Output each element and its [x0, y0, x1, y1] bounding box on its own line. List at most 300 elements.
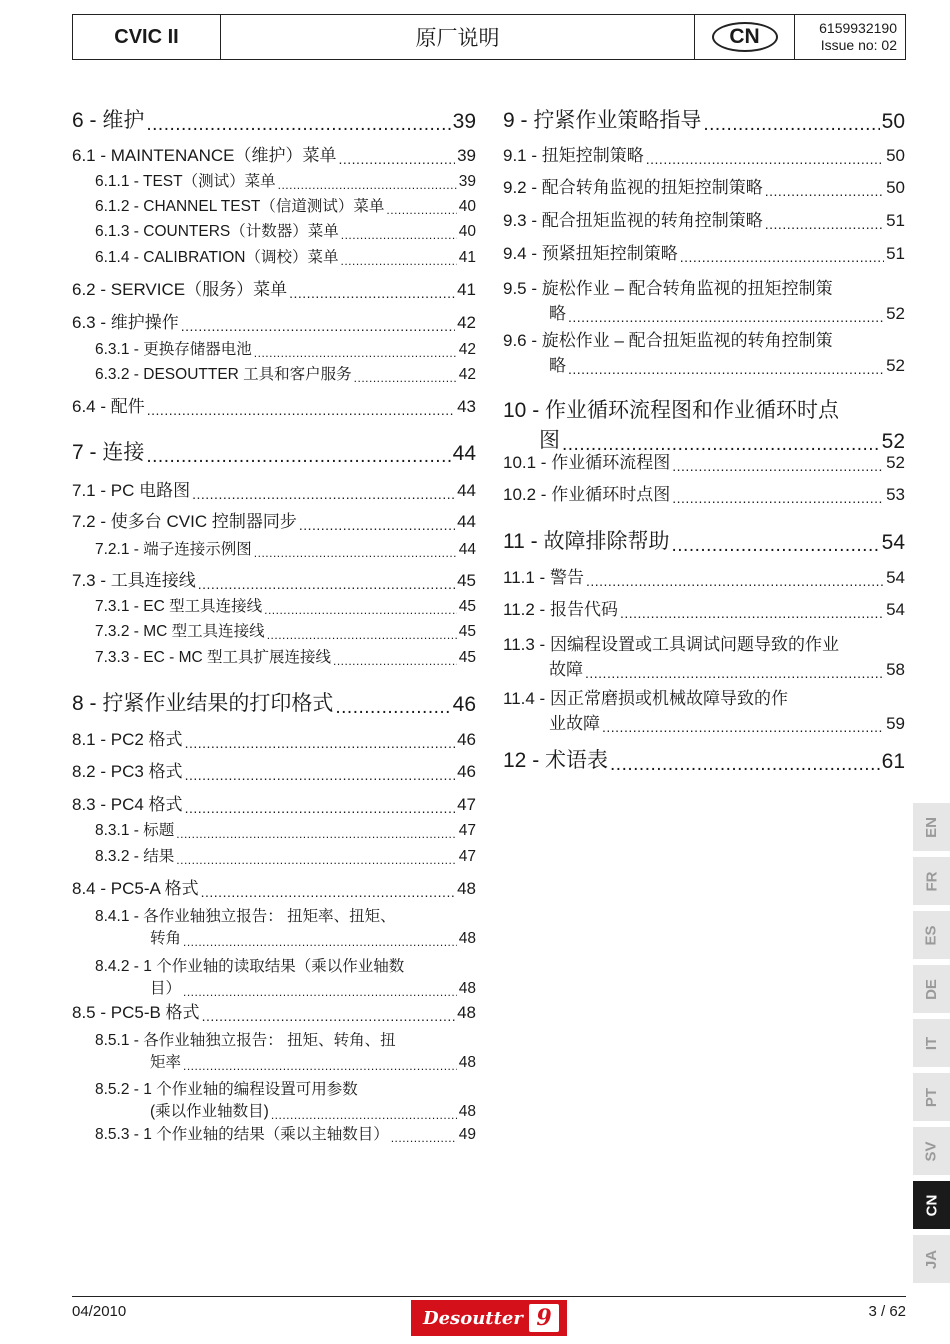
dot-leader	[568, 362, 884, 376]
dot-leader	[147, 403, 455, 417]
toc-entry-page: 50	[881, 110, 905, 133]
desoutter-logo	[411, 1300, 567, 1336]
toc-entry-number: 9.1 -	[503, 146, 538, 165]
toc-entry-text: CHANNEL TEST（信道测试）菜单	[143, 198, 385, 215]
toc-entry-page: 46	[457, 762, 476, 781]
toc-entry[interactable]	[503, 144, 905, 166]
toc-entry-text: 使多台 CVIC 控制器同步	[110, 512, 297, 531]
toc-entry-page: 41	[457, 280, 476, 299]
dot-leader	[671, 536, 879, 555]
dot-leader	[192, 487, 455, 501]
toc-entry[interactable]	[72, 479, 476, 501]
toc-entry-title	[72, 476, 190, 501]
toc-entry[interactable]	[72, 569, 476, 591]
toc-entry-number: 8.3.2 -	[95, 848, 139, 865]
toc-entry-title	[95, 954, 476, 976]
toc-entry-title	[503, 239, 678, 264]
toc-entry-page: 53	[886, 485, 905, 504]
language-tab-label: ES	[922, 924, 940, 946]
toc-entry-page: 50	[886, 178, 905, 197]
toc-entry-text: 1 个作业轴的编程设置可用参数	[143, 1081, 358, 1098]
language-tab-label: DE	[923, 978, 940, 1000]
toc-entry-continuation	[503, 655, 905, 680]
dot-leader	[176, 854, 456, 866]
toc-entry-page: 44	[457, 481, 476, 500]
toc-entry-title	[72, 308, 179, 333]
issue-number: Issue no: 02	[820, 37, 897, 53]
toc-entry[interactable]	[95, 621, 476, 641]
toc-entry[interactable]	[503, 326, 905, 376]
toc-entry-text: 标题	[143, 822, 175, 839]
toc-entry-text: DESOUTTER 工具和客户服务	[143, 366, 352, 383]
toc-entry-title	[95, 362, 352, 384]
toc-entry[interactable]	[72, 440, 476, 466]
toc-entry-continuation	[95, 1099, 476, 1121]
dot-leader	[765, 217, 884, 231]
toc-entry-title	[95, 1028, 476, 1050]
dot-leader	[335, 698, 450, 717]
toc-entry-text: 更换存储器电池	[143, 341, 252, 358]
document-id	[795, 15, 905, 59]
toc-entry-number: 6 -	[72, 109, 97, 132]
toc-entry-number: 6.1.4 -	[95, 249, 139, 266]
toc-entry-title	[503, 104, 701, 134]
toc-entry-text: 旋松作业 – 配合扭矩监视的转角控制策	[541, 331, 833, 350]
toc-entry-text-continued: 目）	[150, 980, 182, 997]
toc-entry-page: 46	[452, 693, 476, 716]
toc-entry[interactable]	[95, 364, 476, 384]
toc-entry[interactable]	[72, 108, 476, 134]
dot-leader	[181, 319, 455, 333]
toc-entry-text: CALIBRATION（调校）菜单	[143, 249, 339, 266]
toc-entry-title	[95, 645, 331, 667]
dot-leader	[339, 152, 456, 166]
toc-entry-text: EC - MC 型工具扩展连接线	[143, 649, 331, 666]
dot-leader	[354, 372, 457, 384]
toc-entry-text-continued: 矩率	[150, 1054, 182, 1071]
toc-entry-title	[95, 169, 276, 191]
toc-entry-text: PC 电路图	[110, 481, 191, 500]
language-oval: CN	[712, 22, 778, 52]
toc-entry-text: 因正常磨损或机械故障导致的作	[549, 689, 788, 708]
toc-entry-title	[72, 687, 333, 717]
dot-leader	[267, 629, 457, 641]
toc-entry-continuation	[95, 1050, 476, 1072]
toc-entry-page: 59	[886, 714, 905, 733]
toc-entry-number: 8.4 -	[72, 879, 107, 898]
toc-entry-title	[95, 337, 252, 359]
toc-entry-number: 6.1.3 -	[95, 223, 139, 240]
toc-entry-number: 10.1 -	[503, 453, 547, 472]
toc-entry-title	[503, 630, 905, 655]
toc-entry[interactable]	[72, 728, 476, 750]
toc-entry-page: 48	[458, 1103, 476, 1120]
toc-entry-text: 维护操作	[110, 313, 179, 332]
language-tab-label: PT	[922, 1087, 940, 1107]
toc-entry-text: MAINTENANCE（维护）菜单	[110, 146, 337, 165]
toc-entry-page: 51	[886, 244, 905, 263]
toc-entry-number: 9.6 -	[503, 331, 538, 350]
language-tab-label: FR	[923, 871, 940, 891]
toc-entry-title	[503, 274, 905, 299]
toc-entry[interactable]	[95, 196, 476, 216]
toc-entry[interactable]	[95, 1124, 476, 1144]
toc-entry-number: 9.4 -	[503, 244, 538, 263]
toc-entry-page: 46	[457, 730, 476, 749]
dot-leader	[386, 204, 456, 216]
toc-entry-text: COUNTERS（计数器）菜单	[143, 223, 339, 240]
dot-leader	[198, 577, 455, 591]
toc-entry-title	[95, 619, 265, 641]
toc-entry-page: 39	[457, 146, 476, 165]
toc-entry[interactable]	[503, 630, 905, 680]
toc-entry-text: 旋松作业 – 配合转角监视的扭矩控制策	[541, 279, 833, 298]
toc-entry[interactable]	[95, 596, 476, 616]
toc-entry-number: 11.1 -	[503, 568, 546, 587]
toc-entry-text: 拧紧作业结果的打印格式	[102, 692, 334, 715]
toc-entry-title	[95, 1122, 389, 1144]
toc-entry[interactable]	[503, 176, 905, 198]
toc-entry-number: 7.2.1 -	[95, 541, 139, 558]
toc-entry-title	[72, 725, 183, 750]
toc-entry-number: 11.3 -	[503, 635, 546, 654]
toc-entry-number: 11.2 -	[503, 600, 546, 619]
language-tab-fr[interactable]	[913, 857, 950, 905]
language-tab-cn[interactable]	[913, 1181, 950, 1229]
language-tab-label: EN	[923, 816, 940, 838]
logo-wordmark: Desoutter	[423, 1307, 523, 1329]
toc-entry-title	[72, 392, 145, 417]
toc-entry-text: 扭矩控制策略	[541, 146, 644, 165]
toc-entry-number: 7.3.2 -	[95, 623, 139, 640]
toc-entry-page: 44	[457, 512, 476, 531]
toc-entry-number: 8.1 -	[72, 730, 107, 749]
dot-leader	[765, 184, 884, 198]
toc-entry-number: 10 -	[503, 399, 540, 422]
dot-leader	[264, 604, 457, 616]
toc-entry-number: 11.4 -	[503, 689, 546, 708]
toc-entry[interactable]	[95, 820, 476, 840]
dot-leader	[333, 655, 457, 667]
toc-entry-page: 42	[458, 366, 476, 383]
toc-entry-number: 8.3.1 -	[95, 822, 139, 839]
toc-entry-number: 7.2 -	[72, 512, 107, 531]
toc-entry-title	[95, 537, 252, 559]
dot-leader	[672, 459, 884, 473]
toc-entry[interactable]	[503, 209, 905, 231]
toc-entry-number: 6.1 -	[72, 146, 107, 165]
dot-leader	[176, 828, 456, 840]
toc-entry-text: 报告代码	[549, 600, 618, 619]
toc-entry-title	[95, 818, 174, 840]
language-tab-es[interactable]	[913, 911, 950, 959]
toc-entry-text: 因编程设置或工具调试问题导致的作业	[549, 635, 839, 654]
toc-entry-page: 61	[881, 750, 905, 773]
toc-entry-page: 42	[457, 313, 476, 332]
toc-entry-number: 6.3 -	[72, 313, 107, 332]
toc-entry-text: 配合转角监视的扭矩控制策略	[541, 178, 763, 197]
product-name: CVIC II	[73, 15, 221, 59]
toc-entry-number: 7.3 -	[72, 571, 107, 590]
toc-entry-page: 39	[458, 173, 476, 190]
toc-entry[interactable]	[72, 510, 476, 532]
toc-entry-text: 1 个作业轴的结果（乘以主轴数目）	[143, 1126, 389, 1143]
toc-entry-page: 52	[881, 430, 905, 453]
toc-entry[interactable]	[95, 1028, 476, 1072]
dot-leader	[254, 547, 457, 559]
toc-entry-title	[503, 684, 905, 709]
language-tab-label: JA	[923, 1249, 940, 1269]
toc-entry-text: 预紧扭矩控制策略	[541, 244, 678, 263]
dot-leader	[620, 606, 884, 620]
toc-entry-title	[72, 141, 337, 166]
toc-entry-number: 8.5.3 -	[95, 1126, 139, 1143]
toc-entry-number: 6.3.1 -	[95, 341, 139, 358]
toc-entry-title	[503, 326, 905, 351]
toc-entry-title	[72, 507, 297, 532]
toc-entry-page: 54	[881, 531, 905, 554]
toc-entry-title	[72, 790, 183, 815]
toc-entry-number: 6.1.2 -	[95, 198, 139, 215]
toc-entry-text: 警告	[549, 568, 584, 587]
dot-leader	[568, 310, 884, 324]
toc-entry[interactable]	[503, 748, 905, 774]
toc-entry-page: 43	[457, 397, 476, 416]
toc-entry-text: PC5-B 格式	[110, 1003, 200, 1022]
toc-entry-continuation	[503, 709, 905, 734]
toc-entry[interactable]	[95, 846, 476, 866]
toc-entry-text: 各作业轴独立报告： 扭矩率、扭矩、	[143, 908, 396, 925]
toc-entry-text: PC4 格式	[110, 795, 183, 814]
dot-leader	[202, 1009, 456, 1023]
toc-entry-page: 52	[886, 304, 905, 323]
dot-leader	[672, 491, 884, 505]
toc-entry-title	[72, 874, 199, 899]
toc-entry-text: EC 型工具连接线	[143, 598, 263, 615]
document-header	[72, 14, 906, 60]
language-tab-label: SV	[922, 1140, 940, 1162]
toc-entry-text-continued: 转角	[150, 930, 182, 947]
toc-entry-continuation	[95, 926, 476, 948]
toc-entry-number: 7.3.1 -	[95, 598, 139, 615]
toc-entry-page: 45	[458, 623, 476, 640]
toc-entry-number: 8.5.1 -	[95, 1032, 139, 1049]
toc-entry[interactable]	[72, 1001, 476, 1023]
toc-entry[interactable]	[503, 242, 905, 264]
toc-entry-text-continued: 略	[549, 304, 566, 323]
dot-leader	[183, 986, 457, 998]
toc-entry-number: 7.3.3 -	[95, 649, 139, 666]
toc-entry-title	[503, 394, 905, 424]
toc-entry-title	[503, 206, 763, 231]
dot-leader	[146, 115, 450, 134]
language-tab-sv[interactable]	[913, 1127, 950, 1175]
toc-entry-text-continued: (乘以作业轴数目)	[150, 1103, 269, 1120]
dot-leader	[271, 1109, 457, 1121]
toc-entry-number: 6.1.1 -	[95, 173, 139, 190]
doc-number: 6159932190	[819, 20, 897, 36]
toc-entry-page: 48	[458, 980, 476, 997]
toc-entry[interactable]	[72, 691, 476, 717]
toc-entry-number: 6.2 -	[72, 280, 107, 299]
toc-entry-title	[503, 744, 608, 774]
toc-entry-title	[72, 566, 196, 591]
toc-entry-title	[503, 563, 584, 588]
toc-entry[interactable]	[95, 954, 476, 998]
toc-entry[interactable]	[72, 877, 476, 899]
toc-entry-text: TEST（测试）菜单	[142, 173, 276, 190]
dot-leader	[183, 1060, 457, 1072]
toc-entry[interactable]	[503, 566, 905, 588]
language-tab-it[interactable]	[913, 1019, 950, 1067]
toc-entry-page: 51	[886, 211, 905, 230]
dot-leader	[340, 255, 456, 267]
dot-leader	[585, 666, 884, 680]
toc-entry-page: 54	[886, 600, 905, 619]
toc-entry-page: 48	[458, 930, 476, 947]
toc-entry-page: 49	[458, 1126, 476, 1143]
toc-entry[interactable]	[95, 221, 476, 241]
footer-divider	[72, 1296, 906, 1297]
toc-entry[interactable]	[503, 529, 905, 555]
toc-entry[interactable]	[72, 760, 476, 782]
toc-entry-title	[95, 219, 339, 241]
toc-entry-number: 8.3 -	[72, 795, 107, 814]
toc-entry-number: 6.4 -	[72, 397, 107, 416]
dot-leader	[586, 574, 884, 588]
toc-entry[interactable]	[72, 144, 476, 166]
dot-leader	[341, 229, 457, 241]
toc-entry-number: 8.4.1 -	[95, 908, 139, 925]
toc-entry-page: 54	[886, 568, 905, 587]
toc-entry-title	[503, 595, 618, 620]
toc-entry-text: MC 型工具连接线	[143, 623, 265, 640]
toc-entry-text: 各作业轴独立报告： 扭矩、转角、扭	[143, 1032, 396, 1049]
dot-leader	[680, 250, 884, 264]
toc-entry-title	[503, 480, 670, 505]
toc-entry-text: 连接	[102, 441, 145, 464]
toc-entry[interactable]	[95, 904, 476, 948]
toc-entry[interactable]	[72, 311, 476, 333]
toc-entry[interactable]	[503, 274, 905, 324]
toc-entry-text: 端子连接示例图	[143, 541, 252, 558]
footer-date: 04/2010	[72, 1303, 127, 1320]
toc-entry-page: 47	[458, 822, 476, 839]
toc-entry-number: 8.4.2 -	[95, 958, 139, 975]
toc-entry-page: 40	[458, 223, 476, 240]
toc-entry-title	[503, 525, 669, 555]
language-tab-pt[interactable]	[913, 1073, 950, 1121]
toc-entry[interactable]	[503, 483, 905, 505]
toc-entry-text: PC2 格式	[110, 730, 183, 749]
toc-entry[interactable]	[72, 793, 476, 815]
toc-entry-text-continued: 业故障	[549, 714, 600, 733]
toc-entry-page: 39	[452, 110, 476, 133]
toc-entry-title	[503, 141, 644, 166]
toc-entry-title	[72, 998, 200, 1023]
toc-entry-page: 48	[458, 1054, 476, 1071]
toc-entry[interactable]	[503, 684, 905, 734]
logo-emblem-icon: 9	[529, 1304, 559, 1332]
toc-entry-number: 8.2 -	[72, 762, 107, 781]
language-badge	[695, 15, 795, 59]
toc-entry-text: 作业循环时点图	[551, 485, 671, 504]
toc-entry-title	[72, 436, 144, 466]
toc-entry-text: 拧紧作业策略指导	[533, 109, 702, 132]
toc-entry[interactable]	[503, 108, 905, 134]
toc-entry-page: 41	[458, 249, 476, 266]
toc-entry[interactable]	[95, 539, 476, 559]
toc-entry-continuation	[95, 976, 476, 998]
toc-entry-number: 7 -	[72, 441, 97, 464]
toc-entry-title	[95, 594, 262, 616]
toc-entry-title	[72, 757, 183, 782]
toc-entry-page: 48	[457, 879, 476, 898]
toc-entry-title	[95, 904, 476, 926]
dot-leader	[646, 152, 884, 166]
toc-entry[interactable]	[95, 339, 476, 359]
dot-leader	[254, 347, 457, 359]
toc-entry-page: 47	[458, 848, 476, 865]
toc-entry[interactable]	[95, 647, 476, 667]
toc-entry-text: 故障排除帮助	[543, 530, 670, 553]
toc-entry-number: 8.5.2 -	[95, 1081, 139, 1098]
toc-entry-page: 50	[886, 146, 905, 165]
toc-entry-page: 44	[452, 442, 476, 465]
toc-entry[interactable]	[72, 278, 476, 300]
toc-entry-page: 48	[457, 1003, 476, 1022]
toc-entry-number: 8 -	[72, 692, 97, 715]
toc-entry-number: 9 -	[503, 109, 528, 132]
language-tab-en[interactable]	[913, 803, 950, 851]
toc-entry-number: 9.3 -	[503, 211, 538, 230]
toc-entry-title	[95, 245, 338, 267]
toc-entry-number: 9.5 -	[503, 279, 538, 298]
toc-entry[interactable]	[95, 247, 476, 267]
toc-entry[interactable]	[95, 1077, 476, 1121]
dot-leader	[703, 115, 879, 134]
dot-leader	[289, 286, 455, 300]
language-tab-de[interactable]	[913, 965, 950, 1013]
toc-entry-text: 结果	[143, 848, 175, 865]
toc-entry-page: 40	[458, 198, 476, 215]
toc-entry-title	[95, 1077, 476, 1099]
toc-entry[interactable]	[95, 171, 476, 191]
toc-entry-title	[95, 194, 384, 216]
language-tab-label: IT	[923, 1036, 940, 1050]
toc-entry-continuation	[503, 351, 905, 376]
toc-entry-page: 45	[458, 598, 476, 615]
toc-entry-page: 52	[886, 356, 905, 375]
toc-entry[interactable]	[503, 394, 905, 454]
toc-entry-number: 11 -	[503, 530, 538, 553]
toc-entry[interactable]	[72, 395, 476, 417]
toc-entry-page: 47	[457, 795, 476, 814]
toc-entry-title	[72, 275, 287, 300]
toc-entry-text: PC3 格式	[110, 762, 183, 781]
toc-entry[interactable]	[503, 451, 905, 473]
toc-entry-number: 7.1 -	[72, 481, 107, 500]
toc-entry[interactable]	[503, 598, 905, 620]
language-tab-ja[interactable]	[913, 1235, 950, 1283]
toc-entry-text-continued: 略	[549, 356, 566, 375]
toc-entry-title	[503, 173, 763, 198]
toc-entry-title	[95, 844, 174, 866]
toc-entry-number: 6.3.2 -	[95, 366, 139, 383]
dot-leader	[201, 885, 455, 899]
toc-entry-text: 作业循环流程图和作业循环时点	[545, 399, 840, 422]
toc-entry-page: 58	[886, 660, 905, 679]
